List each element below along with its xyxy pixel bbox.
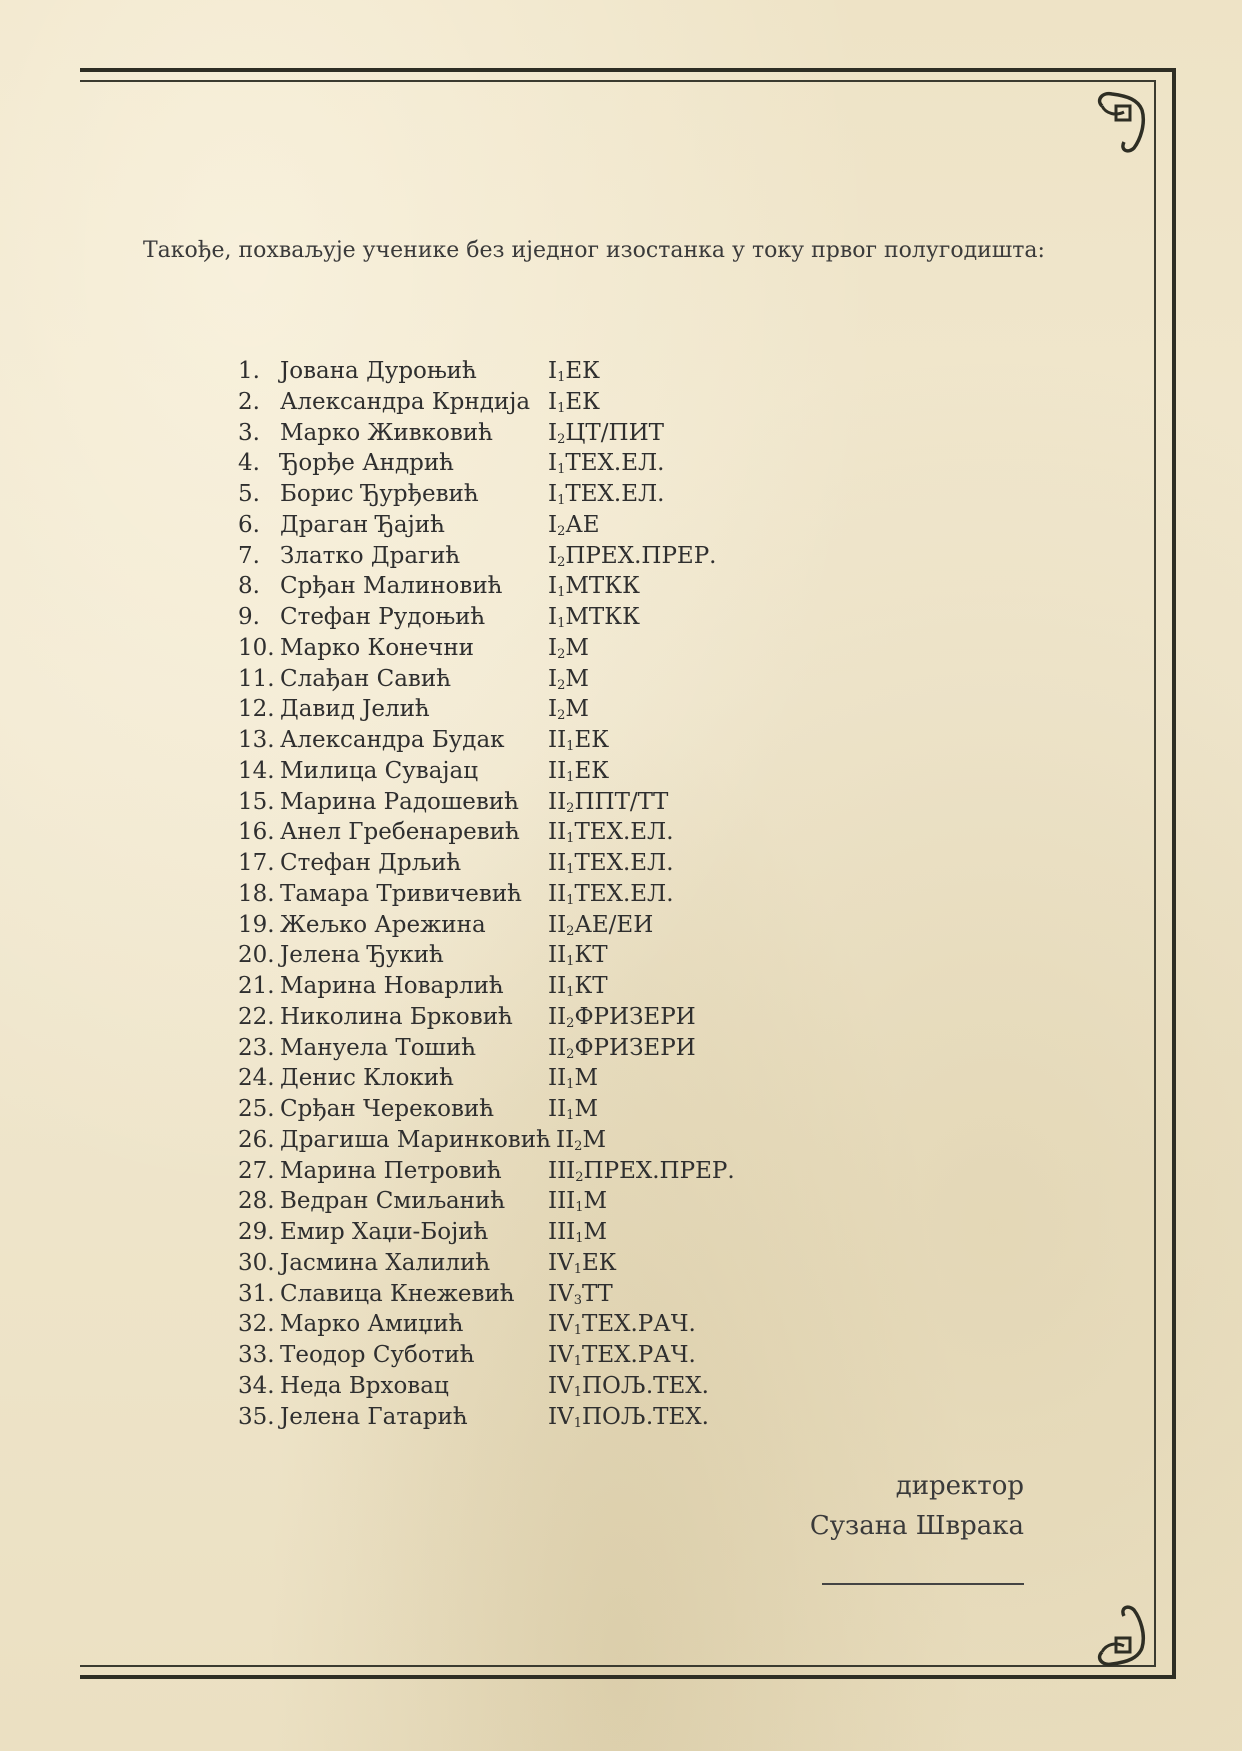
student-name: Славица Кнежевић (280, 1280, 515, 1307)
student-class (548, 602, 640, 633)
student-number: 5. (238, 481, 260, 507)
student-class (548, 1248, 617, 1279)
class-section: 1 (557, 462, 566, 478)
class-section: 1 (557, 616, 566, 631)
class-section: 2 (557, 554, 566, 570)
class-program: КТ (574, 973, 608, 999)
student-name: Ђорђе Андрић (280, 450, 454, 477)
student-class (548, 510, 600, 541)
class-section: 2 (566, 923, 575, 939)
class-year: I (548, 696, 558, 723)
class-section: 1 (575, 1200, 584, 1216)
student-number: 32. (238, 1311, 275, 1338)
student-class (548, 971, 608, 1002)
class-year: II (548, 1096, 567, 1122)
class-program: ФРИЗЕРИ (574, 1003, 696, 1030)
class-section: 1 (566, 769, 575, 785)
class-program: ТЕХ.ЕЛ. (574, 880, 674, 907)
student-class (548, 848, 674, 879)
class-year: II (548, 880, 567, 907)
list-item (238, 1063, 838, 1094)
student-name: Теодор Суботић (280, 1342, 475, 1368)
student-number: 7. (238, 542, 260, 569)
student-name: Николина Брковић (280, 1003, 513, 1030)
student-number: 28. (238, 1188, 275, 1215)
class-section: 1 (566, 1077, 575, 1093)
class-section: 1 (557, 400, 566, 416)
class-program: ТЕХ.ЕЛ. (574, 819, 674, 846)
list-item (238, 1309, 838, 1340)
student-name: Срђан Малиновић (280, 573, 503, 600)
student-name: Александра Крндија (280, 388, 531, 415)
class-section: 1 (557, 370, 566, 385)
student-name: Емир Хаџи-Бојић (280, 1219, 489, 1245)
class-year: II (548, 850, 567, 876)
class-program: М (583, 1219, 608, 1245)
class-program: АЕ/ЕИ (574, 911, 654, 938)
student-name: Срђан Черековић (280, 1096, 495, 1122)
class-section: 1 (566, 739, 575, 754)
student-name: Слађан Савић (280, 665, 452, 692)
class-year: II (548, 1003, 567, 1030)
class-section: 2 (557, 523, 566, 539)
student-number: 15. (238, 788, 275, 815)
class-program: ПОЉ.ТЕХ. (581, 1372, 709, 1399)
student-name: Драгиша Маринковић (280, 1126, 551, 1153)
class-section: 1 (566, 954, 575, 970)
student-class (556, 1125, 606, 1156)
class-section: 1 (566, 862, 575, 877)
list-item (238, 479, 838, 510)
class-program: ПОЉ.ТЕХ. (581, 1403, 709, 1430)
list-item (238, 787, 838, 818)
student-name: Јасмина Халилић (280, 1249, 491, 1276)
student-class (548, 479, 664, 510)
class-year: I (548, 604, 558, 630)
class-section: 1 (566, 831, 575, 847)
signature-role: директор (895, 1471, 1024, 1501)
student-name: Златко Драгић (280, 542, 461, 569)
class-program: ТЕХ.ЕЛ. (574, 850, 674, 876)
student-number: 9. (238, 604, 260, 630)
frame-bottom-outer (80, 1675, 1176, 1679)
class-program: ТЕХ.РАЧ. (581, 1342, 696, 1368)
class-section: 2 (557, 646, 566, 662)
student-name: Борис Ђурђевић (280, 481, 479, 507)
class-year: I (548, 419, 558, 446)
student-number: 12. (238, 696, 275, 723)
list-item (238, 356, 838, 387)
list-item (238, 725, 838, 756)
class-year: II (548, 1034, 567, 1061)
list-item (238, 910, 838, 941)
class-program: АЕ (565, 511, 600, 538)
list-item (238, 1125, 838, 1156)
student-number: 17. (238, 850, 275, 876)
class-year: I (548, 450, 558, 477)
intro-text: Такође, похваљује ученике без иједног изостанка у току првог полугодишта: (143, 238, 1045, 263)
list-item (238, 848, 838, 879)
student-name: Стефан Дрљић (280, 850, 462, 876)
ornament-corner-icon (1094, 90, 1156, 160)
student-class (548, 1156, 735, 1187)
student-name: Марина Новарлић (280, 973, 504, 999)
list-item (238, 694, 838, 725)
student-name: Јована Дуроњић (280, 358, 477, 384)
student-class (548, 940, 608, 971)
student-class (548, 1033, 696, 1064)
student-class (548, 817, 674, 848)
class-year: I (548, 542, 558, 569)
list-item (238, 1002, 838, 1033)
class-program: ЕК (574, 757, 610, 784)
student-name: Анел Гребенаревић (280, 819, 520, 846)
class-year: II (548, 942, 567, 969)
list-item (238, 879, 838, 910)
class-year: II (548, 819, 567, 846)
student-number: 1. (238, 358, 260, 384)
class-year: IV (548, 1280, 574, 1307)
class-section: 2 (566, 800, 575, 816)
list-item (238, 448, 838, 479)
class-section: 2 (574, 1138, 583, 1154)
class-program: ЕК (574, 727, 610, 753)
student-name: Давид Јелић (280, 696, 430, 723)
list-item (238, 817, 838, 848)
class-year: I (548, 634, 558, 661)
frame-bottom-inner (80, 1665, 1156, 1667)
student-class (548, 387, 600, 418)
class-program: М (565, 696, 589, 723)
ornament-corner-icon (1094, 1598, 1156, 1668)
student-class (548, 418, 664, 449)
list-item (238, 571, 838, 602)
list-item (238, 1217, 838, 1248)
class-year: II (556, 1126, 575, 1153)
list-item (238, 602, 838, 633)
student-number: 26. (238, 1126, 275, 1153)
student-number: 29. (238, 1219, 275, 1245)
student-class (548, 1371, 709, 1402)
student-class (548, 1279, 613, 1310)
student-number: 3. (238, 419, 260, 446)
signature-block (810, 1466, 1024, 1546)
class-program: МТКК (565, 604, 640, 630)
class-year: III (548, 1157, 576, 1184)
student-name: Марко Амиџић (280, 1311, 464, 1338)
class-section: 2 (557, 708, 566, 724)
class-section: 2 (557, 677, 566, 693)
student-name: Марина Петровић (280, 1157, 502, 1184)
class-section: 2 (566, 1015, 575, 1031)
list-item (238, 1094, 838, 1125)
class-year: I (548, 388, 558, 415)
student-class (548, 356, 600, 387)
class-year: I (548, 665, 558, 692)
class-program: ППТ/ТТ (574, 788, 669, 815)
student-name: Александра Будак (280, 727, 505, 753)
class-program: МТКК (565, 573, 640, 600)
student-number: 33. (238, 1342, 275, 1368)
list-item (238, 971, 838, 1002)
student-class (548, 879, 674, 910)
class-section: 1 (573, 1384, 582, 1400)
class-program: М (582, 1126, 607, 1153)
list-item (238, 510, 838, 541)
class-program: М (574, 1096, 599, 1122)
class-program: ТЕХ.ЕЛ. (565, 450, 665, 477)
student-class (548, 1402, 709, 1433)
class-year: IV (548, 1372, 574, 1399)
student-number: 22. (238, 1003, 275, 1030)
student-number: 11. (238, 665, 275, 692)
student-name: Жељко Арежина (280, 911, 486, 938)
class-section: 1 (566, 985, 575, 1000)
student-class (548, 756, 609, 787)
student-class (548, 787, 668, 818)
class-year: IV (548, 1342, 574, 1368)
class-year: III (548, 1188, 576, 1215)
student-name: Ведран Смиљанић (280, 1188, 506, 1215)
frame-right-outer (1172, 68, 1176, 1679)
student-number: 25. (238, 1096, 275, 1122)
list-item (238, 1371, 838, 1402)
student-class (548, 448, 664, 479)
student-name: Денис Клокић (280, 1065, 454, 1092)
student-number: 23. (238, 1034, 275, 1061)
class-year: II (548, 727, 567, 753)
student-number: 20. (238, 942, 275, 969)
student-class (548, 694, 589, 725)
student-class (548, 633, 589, 664)
class-section: 2 (566, 1046, 575, 1062)
class-year: IV (548, 1249, 574, 1276)
class-program: ЕК (565, 388, 600, 415)
class-year: I (548, 481, 558, 507)
class-year: II (548, 973, 567, 999)
student-number: 8. (238, 573, 260, 600)
student-number: 30. (238, 1249, 275, 1276)
student-number: 31. (238, 1280, 275, 1307)
student-class (548, 725, 609, 756)
list-item (238, 1033, 838, 1064)
class-program: КТ (574, 942, 608, 969)
student-list (238, 356, 838, 1432)
class-program: ЕК (565, 358, 600, 384)
student-number: 21. (238, 973, 275, 999)
class-section: 2 (557, 431, 566, 447)
list-item (238, 1402, 838, 1433)
student-name: Јелена Ђукић (280, 942, 444, 969)
class-section: 3 (573, 1292, 582, 1308)
class-year: IV (548, 1311, 574, 1338)
student-number: 16. (238, 819, 275, 846)
student-name: Драган Ђајић (280, 511, 445, 538)
student-number: 4. (238, 450, 260, 477)
frame-top-outer (80, 68, 1176, 72)
class-program: ПРЕХ.ПРЕР. (583, 1157, 735, 1184)
class-section: 1 (557, 585, 566, 601)
class-section: 2 (575, 1169, 584, 1185)
student-number: 14. (238, 757, 275, 784)
class-program: ТЕХ.ЕЛ. (565, 481, 665, 507)
list-item (238, 418, 838, 449)
class-program: ТТ (581, 1280, 613, 1307)
student-number: 18. (238, 880, 275, 907)
student-class (548, 1340, 696, 1371)
student-number: 13. (238, 727, 275, 753)
list-item (238, 664, 838, 695)
list-item (238, 541, 838, 572)
class-year: I (548, 573, 558, 600)
student-class (548, 1186, 607, 1217)
class-program: ТЕХ.РАЧ. (581, 1311, 696, 1338)
list-item (238, 387, 838, 418)
student-name: Јелена Гатарић (280, 1403, 468, 1430)
class-program: ПРЕХ.ПРЕР. (565, 542, 717, 569)
class-year: II (548, 757, 567, 784)
signature-line (822, 1583, 1024, 1585)
student-class (548, 1309, 696, 1340)
student-name: Милица Сувајац (280, 757, 479, 784)
class-year: I (548, 358, 558, 384)
student-number: 35. (238, 1403, 275, 1430)
student-class (548, 1063, 598, 1094)
frame-right-inner (1154, 80, 1156, 1667)
student-name: Неда Врховац (280, 1372, 449, 1399)
student-number: 27. (238, 1157, 275, 1184)
student-name: Марина Радошевић (280, 788, 519, 815)
list-item (238, 1340, 838, 1371)
class-year: I (548, 511, 558, 538)
class-program: ЦТ/ПИТ (565, 419, 664, 446)
student-name: Тамара Тривичевић (280, 880, 522, 907)
student-number: 24. (238, 1065, 275, 1092)
student-number: 6. (238, 511, 260, 538)
student-class (548, 1002, 696, 1033)
student-class (548, 664, 589, 695)
student-class (548, 1217, 607, 1248)
student-class (548, 910, 653, 941)
student-number: 19. (238, 911, 275, 938)
class-year: II (548, 911, 567, 938)
student-number: 10. (238, 634, 275, 661)
list-item (238, 633, 838, 664)
list-item (238, 1248, 838, 1279)
student-name: Мануела Тошић (280, 1034, 477, 1061)
student-name: Стефан Рудоњић (280, 604, 486, 630)
student-name: Марко Живковић (280, 419, 493, 446)
class-program: ЕК (581, 1249, 617, 1276)
student-name: Марко Конечни (280, 634, 474, 661)
class-section: 1 (573, 1261, 582, 1277)
class-year: II (548, 1065, 567, 1092)
class-year: II (548, 788, 567, 815)
student-number: 2. (238, 388, 260, 415)
class-section: 1 (575, 1231, 584, 1246)
class-year: III (548, 1219, 576, 1245)
list-item (238, 1156, 838, 1187)
frame-top-inner (80, 80, 1156, 82)
class-program: М (583, 1188, 608, 1215)
class-section: 1 (557, 493, 566, 508)
class-section: 1 (566, 892, 575, 908)
signature-name: Сузана Шврака (809, 1511, 1024, 1541)
list-item (238, 1186, 838, 1217)
class-program: М (574, 1065, 599, 1092)
student-class (548, 541, 717, 572)
class-section: 1 (573, 1415, 582, 1431)
class-section: 1 (566, 1108, 575, 1123)
student-number: 34. (238, 1372, 275, 1399)
class-program: М (565, 665, 589, 692)
list-item (238, 756, 838, 787)
class-section: 1 (573, 1323, 582, 1339)
class-program: ФРИЗЕРИ (574, 1034, 696, 1061)
class-section: 1 (573, 1354, 582, 1369)
list-item (238, 1279, 838, 1310)
student-class (548, 571, 640, 602)
list-item (238, 940, 838, 971)
class-year: IV (548, 1403, 574, 1430)
student-class (548, 1094, 598, 1125)
class-program: М (565, 634, 589, 661)
